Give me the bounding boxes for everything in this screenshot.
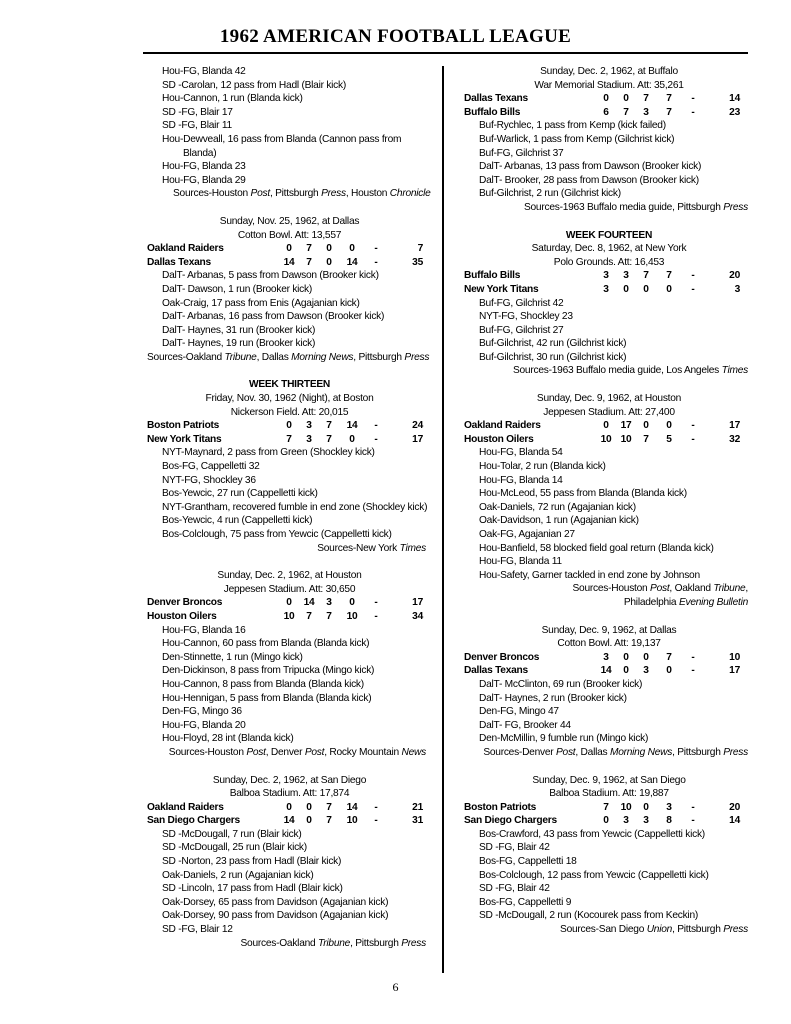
play-line: SD -McDougall, 7 run (Blair kick) <box>162 828 302 840</box>
play-line: DalT- Arbanas, 5 pass from Dawson (Brooker kick) <box>162 270 379 282</box>
right-column <box>464 65 754 937</box>
play-line: DalT- Arbanas, 13 pass from Dawson (Brooker kick) <box>479 161 702 173</box>
game-date: Sunday, Dec. 9, 1962, at Dallas <box>541 624 677 636</box>
game-date: Sunday, Dec. 2, 1962, at Houston <box>217 570 362 582</box>
play-line: Bos-Colclough, 75 pass from Yewcic (Cappelletti kick) <box>162 529 392 540</box>
play-line: DalT- Brooker, 28 pass from Dawson (Brooker kick) <box>479 174 699 186</box>
play-line: SD -McDougall, 2 run (Kocourek pass from Keckin) <box>479 910 698 922</box>
play-line: DalT- Dawson, 1 run (Brooker kick) <box>162 283 313 295</box>
score-row: Boston Patriots 0 3 7 14 - 24 <box>147 420 423 432</box>
play-line: Buf-Gilchrist, 2 run (Gilchrist kick) <box>479 188 621 200</box>
play-line: Oak-Craig, 17 pass from Enis (Agajanian kick) <box>162 297 360 309</box>
sources-line: Sources-Houston Post, Pittsburgh Press, Houston Chronicle <box>173 188 431 200</box>
page-title: 1962 AMERICAN FOOTBALL LEAGUE <box>219 26 572 47</box>
sources-line: Sources-New York Times <box>317 542 426 554</box>
score-row: Buffalo Bills 3 3 7 7 - 20 <box>464 270 740 282</box>
sources-line: Sources-San Diego Union, Pittsburgh Press <box>560 924 748 936</box>
play-line: Den-FG, Mingo 36 <box>162 706 242 718</box>
play-line: Hou-FG, Blanda 42 <box>162 66 246 77</box>
game-venue: Cotton Bowl. Att: 13,557 <box>237 229 342 241</box>
week-heading: WEEK FOURTEEN <box>565 229 653 241</box>
game-venue: Balboa Stadium. Att: 17,874 <box>229 788 350 800</box>
game-date: Friday, Nov. 30, 1962 (Night), at Boston <box>205 393 374 405</box>
play-line: SD -FG, Blair 11 <box>162 120 232 132</box>
score-row: New York Titans 3 0 0 0 - 3 <box>464 283 740 295</box>
sources-line: Sources-Denver Post, Dallas Morning News, Pittsburgh Press <box>483 746 748 758</box>
play-line: NYT-FG, Shockley 23 <box>479 311 573 323</box>
score-row: Denver Broncos 3 0 0 7 - 10 <box>464 651 740 663</box>
play-line: Hou-FG, Blanda 14 <box>479 474 563 486</box>
play-line: Bos-Crawford, 43 pass from Yewcic (Cappelletti kick) <box>479 828 705 840</box>
play-line: Buf-FG, Gilchrist 27 <box>479 324 564 336</box>
play-line: Hou-FG, Blanda 23 <box>162 161 246 173</box>
game-date: Sunday, Dec. 9, 1962, at San Diego <box>532 774 686 786</box>
score-row: San Diego Chargers 14 0 7 10 - 31 <box>147 815 423 827</box>
play-line: Buf-FG, Gilchrist 37 <box>479 147 564 159</box>
sources-line: Sources-Oakland Tribune, Dallas Morning News, Pittsburgh Press <box>147 351 430 363</box>
title-rule <box>143 52 748 54</box>
sources-line: Sources-Oakland Tribune, Pittsburgh Press <box>240 937 426 949</box>
play-line: Blanda) <box>183 147 217 159</box>
play-line: Hou-Cannon, 1 run (Blanda kick) <box>162 93 303 105</box>
play-line: Buf-Warlick, 1 pass from Kemp (Gilchrist kick) <box>479 133 675 145</box>
play-line: Hou-FG, Blanda 54 <box>479 447 563 459</box>
play-line: Hou-Tolar, 2 run (Blanda kick) <box>479 461 606 473</box>
play-line: Oak-Daniels, 2 run (Agajanian kick) <box>162 869 314 881</box>
score-row: Boston Patriots 7 10 0 3 - 20 <box>464 801 740 813</box>
play-line: SD -FG, Blair 17 <box>162 106 233 118</box>
score-row: Oakland Raiders 0 7 0 0 - 7 <box>147 243 423 255</box>
play-line: DalT- Haynes, 31 run (Brooker kick) <box>162 324 316 336</box>
play-line: DalT- Arbanas, 16 pass from Dawson (Brooker kick) <box>162 311 385 323</box>
game-venue: Polo Grounds. Att: 16,453 <box>553 256 665 268</box>
play-line: SD -Norton, 23 pass from Hadl (Blair kick) <box>162 856 342 868</box>
play-line: Bos-FG, Cappelletti 9 <box>479 896 572 908</box>
game-date: Sunday, Dec. 9, 1962, at Houston <box>536 393 682 405</box>
play-line: Hou-Banfield, 58 blocked field goal return (Blanda kick) <box>479 542 714 554</box>
play-line: SD -FG, Blair 12 <box>162 924 233 936</box>
play-line: DalT- Haynes, 2 run (Brooker kick) <box>479 692 627 704</box>
play-line: Buf-FG, Gilchrist 42 <box>479 297 564 309</box>
play-line: Bos-Yewcic, 4 run (Cappelletti kick) <box>162 515 313 527</box>
score-row: Oakland Raiders 0 0 7 14 - 21 <box>147 801 423 813</box>
play-line: Den-Stinnette, 1 run (Mingo kick) <box>162 651 303 663</box>
sources-line: Sources-Houston Post, Oakland Tribune, <box>572 583 748 595</box>
sources-line: Sources-1963 Buffalo media guide, Pittsburgh Press <box>523 201 748 213</box>
play-line: Oak-FG, Agajanian 27 <box>479 529 575 540</box>
play-line: Oak-Dorsey, 90 pass from Davidson (Agajanian kick) <box>162 910 389 922</box>
score-row: Dallas Texans 14 7 0 14 - 35 <box>147 256 423 268</box>
play-line: Den-Dickinson, 8 pass from Tripucka (Mingo kick) <box>162 665 375 677</box>
play-line: DalT- McClinton, 69 run (Brooker kick) <box>479 678 643 690</box>
game-date: Sunday, Dec. 2, 1962, at Buffalo <box>540 66 678 77</box>
play-line: Oak-Daniels, 72 run (Agajanian kick) <box>479 501 636 513</box>
play-line: Hou-Dewveall, 16 pass from Blanda (Cannon pass from <box>162 133 402 145</box>
play-line: Hou-Cannon, 8 pass from Blanda (Blanda kick) <box>162 678 364 690</box>
play-line: Den-McMillin, 9 fumble run (Mingo kick) <box>479 733 649 745</box>
game-date: Saturday, Dec. 8, 1962, at New York <box>531 243 687 255</box>
score-row: Buffalo Bills 6 7 3 7 - 23 <box>464 106 740 118</box>
play-line: DalT- FG, Brooker 44 <box>479 719 571 731</box>
play-line: Bos-FG, Cappelletti 18 <box>479 856 577 868</box>
play-line: Hou-McLeod, 55 pass from Blanda (Blanda kick) <box>479 488 687 500</box>
play-line: SD -FG, Blair 42 <box>479 842 550 854</box>
page-number: 6 <box>392 980 399 994</box>
week-heading: WEEK THIRTEEN <box>248 379 331 391</box>
play-line: Hou-Safety, Garner tackled in end zone by Johnson <box>479 569 700 581</box>
play-line: Oak-Davidson, 1 run (Agajanian kick) <box>479 515 639 527</box>
game-venue: Nickerson Field. Att: 20,015 <box>230 406 349 418</box>
play-line: Bos-FG, Cappelletti 32 <box>162 461 260 473</box>
play-line: Buf-Gilchrist, 30 run (Gilchrist kick) <box>479 351 627 363</box>
left-column <box>147 65 432 950</box>
game-date: Sunday, Dec. 2, 1962, at San Diego <box>212 774 367 786</box>
play-line: Hou-Cannon, 60 pass from Blanda (Blanda kick) <box>162 638 370 650</box>
play-line: Hou-Hennigan, 5 pass from Blanda (Blanda kick) <box>162 692 372 704</box>
game-venue: Balboa Stadium. Att: 19,887 <box>549 788 669 800</box>
score-row: Oakland Raiders 0 17 0 0 - 17 <box>464 420 740 432</box>
game-venue: War Memorial Stadium. Att: 35,261 <box>534 79 684 91</box>
score-row: New York Titans 7 3 7 0 - 17 <box>147 433 423 445</box>
score-row: San Diego Chargers 0 3 3 8 - 14 <box>464 815 740 827</box>
play-line: Hou-FG, Blanda 11 <box>479 556 562 568</box>
play-line: Buf-Rychlec, 1 pass from Kemp (kick failed) <box>479 120 666 132</box>
play-line: Hou-FG, Blanda 29 <box>162 174 246 186</box>
sources-line: Sources-Houston Post, Denver Post, Rocky Mountain News <box>168 746 426 758</box>
game-venue: Jeppesen Stadium. Att: 30,650 <box>223 583 356 595</box>
play-line: Hou-Floyd, 28 int (Blanda kick) <box>162 733 294 745</box>
score-row: Dallas Texans 0 0 7 7 - 14 <box>464 93 740 105</box>
score-row: Denver Broncos 0 14 3 0 - 17 <box>147 597 423 609</box>
game-date: Sunday, Nov. 25, 1962, at Dallas <box>219 215 360 227</box>
game-venue: Cotton Bowl. Att: 19,137 <box>557 638 661 650</box>
play-line: NYT-FG, Shockley 36 <box>162 474 256 486</box>
play-line: DalT- Haynes, 19 run (Brooker kick) <box>162 338 316 350</box>
score-row: Houston Oilers 10 7 7 10 - 34 <box>147 610 423 622</box>
play-line: SD -Lincoln, 17 pass from Hadl (Blair kick) <box>162 883 343 895</box>
play-line: Oak-Dorsey, 65 pass from Davidson (Agajanian kick) <box>162 896 389 908</box>
sources-line: Sources-1963 Buffalo media guide, Los Angeles Times <box>512 365 748 377</box>
play-line: SD -McDougall, 25 run (Blair kick) <box>162 842 307 854</box>
play-line: Hou-FG, Blanda 20 <box>162 719 246 731</box>
play-line: NYT-Grantham, recovered fumble in end zone (Shockley kick) <box>162 501 428 513</box>
sources-line: Philadelphia Evening Bulletin <box>623 596 748 608</box>
play-line: Bos-Yewcic, 27 run (Cappelletti kick) <box>162 488 318 500</box>
score-row: Houston Oilers 10 10 7 5 - 32 <box>464 433 740 445</box>
play-line: SD -Carolan, 12 pass from Hadl (Blair kick) <box>162 79 347 91</box>
column-divider <box>442 66 444 973</box>
play-line: Buf-Gilchrist, 42 run (Gilchrist kick) <box>479 338 627 350</box>
play-line: Den-FG, Mingo 47 <box>479 706 559 718</box>
game-venue: Jeppesen Stadium. Att: 27,400 <box>543 406 675 418</box>
score-row: Dallas Texans 14 0 3 0 - 17 <box>464 665 740 677</box>
play-line: Bos-Colclough, 12 pass from Yewcic (Cappelletti kick) <box>479 869 709 881</box>
play-line: NYT-Maynard, 2 pass from Green (Shockley kick) <box>162 447 375 459</box>
play-line: Hou-FG, Blanda 16 <box>162 624 246 636</box>
play-line: SD -FG, Blair 42 <box>479 883 550 895</box>
